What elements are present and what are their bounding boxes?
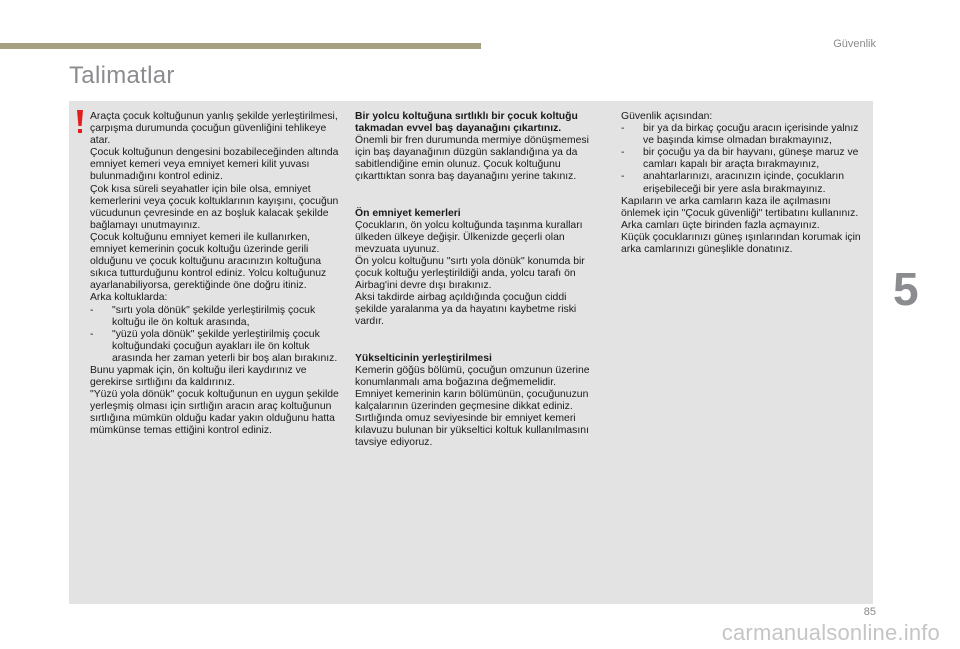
paragraph: Küçük çocuklarınızı güneş ışınlarından korumak için arka camlarınızı güneşlikle donatınız. (621, 231, 861, 256)
list-item: - bir ya da birkaç çocuğu aracın içerisinde yalnız ve başında kimse olmadan bırakmayınız, (621, 123, 859, 147)
list-item: - "yüzü yola dönük" şekilde yerleştirilmiş çocuk koltuğundaki çocuğun ayakları ile ön koltuk arasında her zaman yeterli bir boş alan bırakınız. (90, 328, 338, 364)
paragraph: Araçta çocuk koltuğunun yanlış şekilde yerleştirilmesi, çarpışma durumunda çocuğun güvenliğini tehlikeye atar. (90, 111, 338, 147)
exclamation-mark-icon (75, 110, 85, 134)
paragraph: Arka camları üçte birinden fazla açmayınız. (621, 219, 820, 231)
section-name: Güvenlik (833, 38, 876, 50)
paragraph: Çocuk koltuğunu emniyet kemeri ile kullanırken, emniyet kemerinin çocuk koltuğu üzerinde gerili olduğunu ve çocuk koltuğunu aracınızın koltuğuna sıkıca tutturduğunu kontrol ediniz. Yolcu koltuğunuz ayarlanabiliyorsa, gerektiğinde öne doğru itiniz. (90, 231, 327, 292)
accent-bar (0, 43, 481, 49)
watermark: carmanualsonline.info (721, 620, 940, 645)
column-warnings (90, 111, 340, 438)
list-item: - "sırtı yola dönük" şekilde yerleştirilmiş çocuk koltuğu ile ön koltuk arasında, (90, 304, 316, 328)
paragraph: Çocuk koltuğunun dengesini bozabileceğinden altında emniyet kemeri veya emniyet kemeri kilit yuvası bulunmadığını kontrol ediniz. (90, 147, 339, 183)
paragraph: Çok kısa süreli seyahatler için bile olsa, emniyet kemerlerini veya çocuk koltuklarının kayışını, çocuğun vücudunun çevresinde en az boşluk kalacak şekilde bağlamayı unutmayınız. (90, 183, 339, 231)
paragraph: Arka koltuklarda: (90, 292, 168, 304)
paragraph: Aksi takdirde airbag açıldığında çocuğun ciddi şekilde yaralanma ya da hayatını kaybetme riski vardır. (355, 292, 577, 328)
section-heading: Ön emniyet kemerleri (355, 207, 461, 219)
paragraph: Ön yolcu koltuğunu "sırtı yola dönük" konumda bir çocuk koltuğu yerleştirildiği anda, yolcu tarafı ön Airbag'ini devre dışı bırakınız. (355, 255, 585, 292)
page-number: 85 (863, 606, 876, 618)
paragraph: Önemli bir fren durumunda mermiye dönüşmemesi için baş dayanağının düzgün saklandığına ya da sabitlendiğine emin olunuz. Çocuk koltuğunu çıkarttıktan sonra baş dayanağını yerine takınız. (355, 135, 589, 183)
column-safety (621, 111, 861, 256)
list-item: - bir çocuğu ya da bir hayvanı, güneşe maruz ve camları kapalı bir araçta bırakmayınız, (621, 147, 859, 171)
paragraph: Kemerin göğüs bölümü, çocuğun omzunun üzerine konumlanmalı ama boğazına değmemelidir. (355, 364, 590, 388)
paragraph: Emniyet kemerinin karın bölümünün, çocuğunuzun kalçalarının üzerinden geçmesine dikkat ediniz. (355, 388, 589, 412)
paragraph: "Yüzü yola dönük" çocuk koltuğunun en uygun şekilde yerleşmiş olması için sırtlığın aracın araç koltuğunun sırtlığına mümkün olduğu kadar yakın olduğunu hatta mümkünse temas ettiğini kontrol ediniz. (90, 389, 339, 437)
column-head-restraint-belts (355, 111, 595, 449)
chapter-number: 5 (893, 263, 919, 315)
paragraph: Sırtlığında omuz seviyesinde bir emniyet kemeri kılavuzu bulunan bir yükseltici koltuk kullanılmasını tavsiye ediyoruz. (355, 412, 589, 449)
paragraph: Bunu yapmak için, ön koltuğu ileri kaydırınız ve gerekirse sırtlığını da kaldırınız. (90, 364, 307, 389)
paragraph: Güvenlik açısından: (621, 111, 713, 122)
paragraph: Çocukların, ön yolcu koltuğunda taşınma kuralları ülkeden ülkeye değişir. Ülkenizde geçerli olan mevzuata uyunuz. (355, 219, 583, 255)
paragraph: Kapıların ve arka camların kaza ile açılmasını önlemek için "Çocuk güvenliği" tertibatını kullanınız. (621, 195, 859, 219)
page-title: Talimatlar (69, 62, 175, 89)
section-heading: Yükselticinin yerleştirilmesi (355, 352, 492, 364)
section-heading: Bir yolcu koltuğuna sırtlıklı bir çocuk koltuğu takmadan evvel baş dayanağını çıkartınız. (355, 111, 578, 135)
list-item: - anahtarlarınızı, aracınızın içinde, çocukların erişebileceği bir yere asla bırakmayınız. (621, 171, 844, 195)
